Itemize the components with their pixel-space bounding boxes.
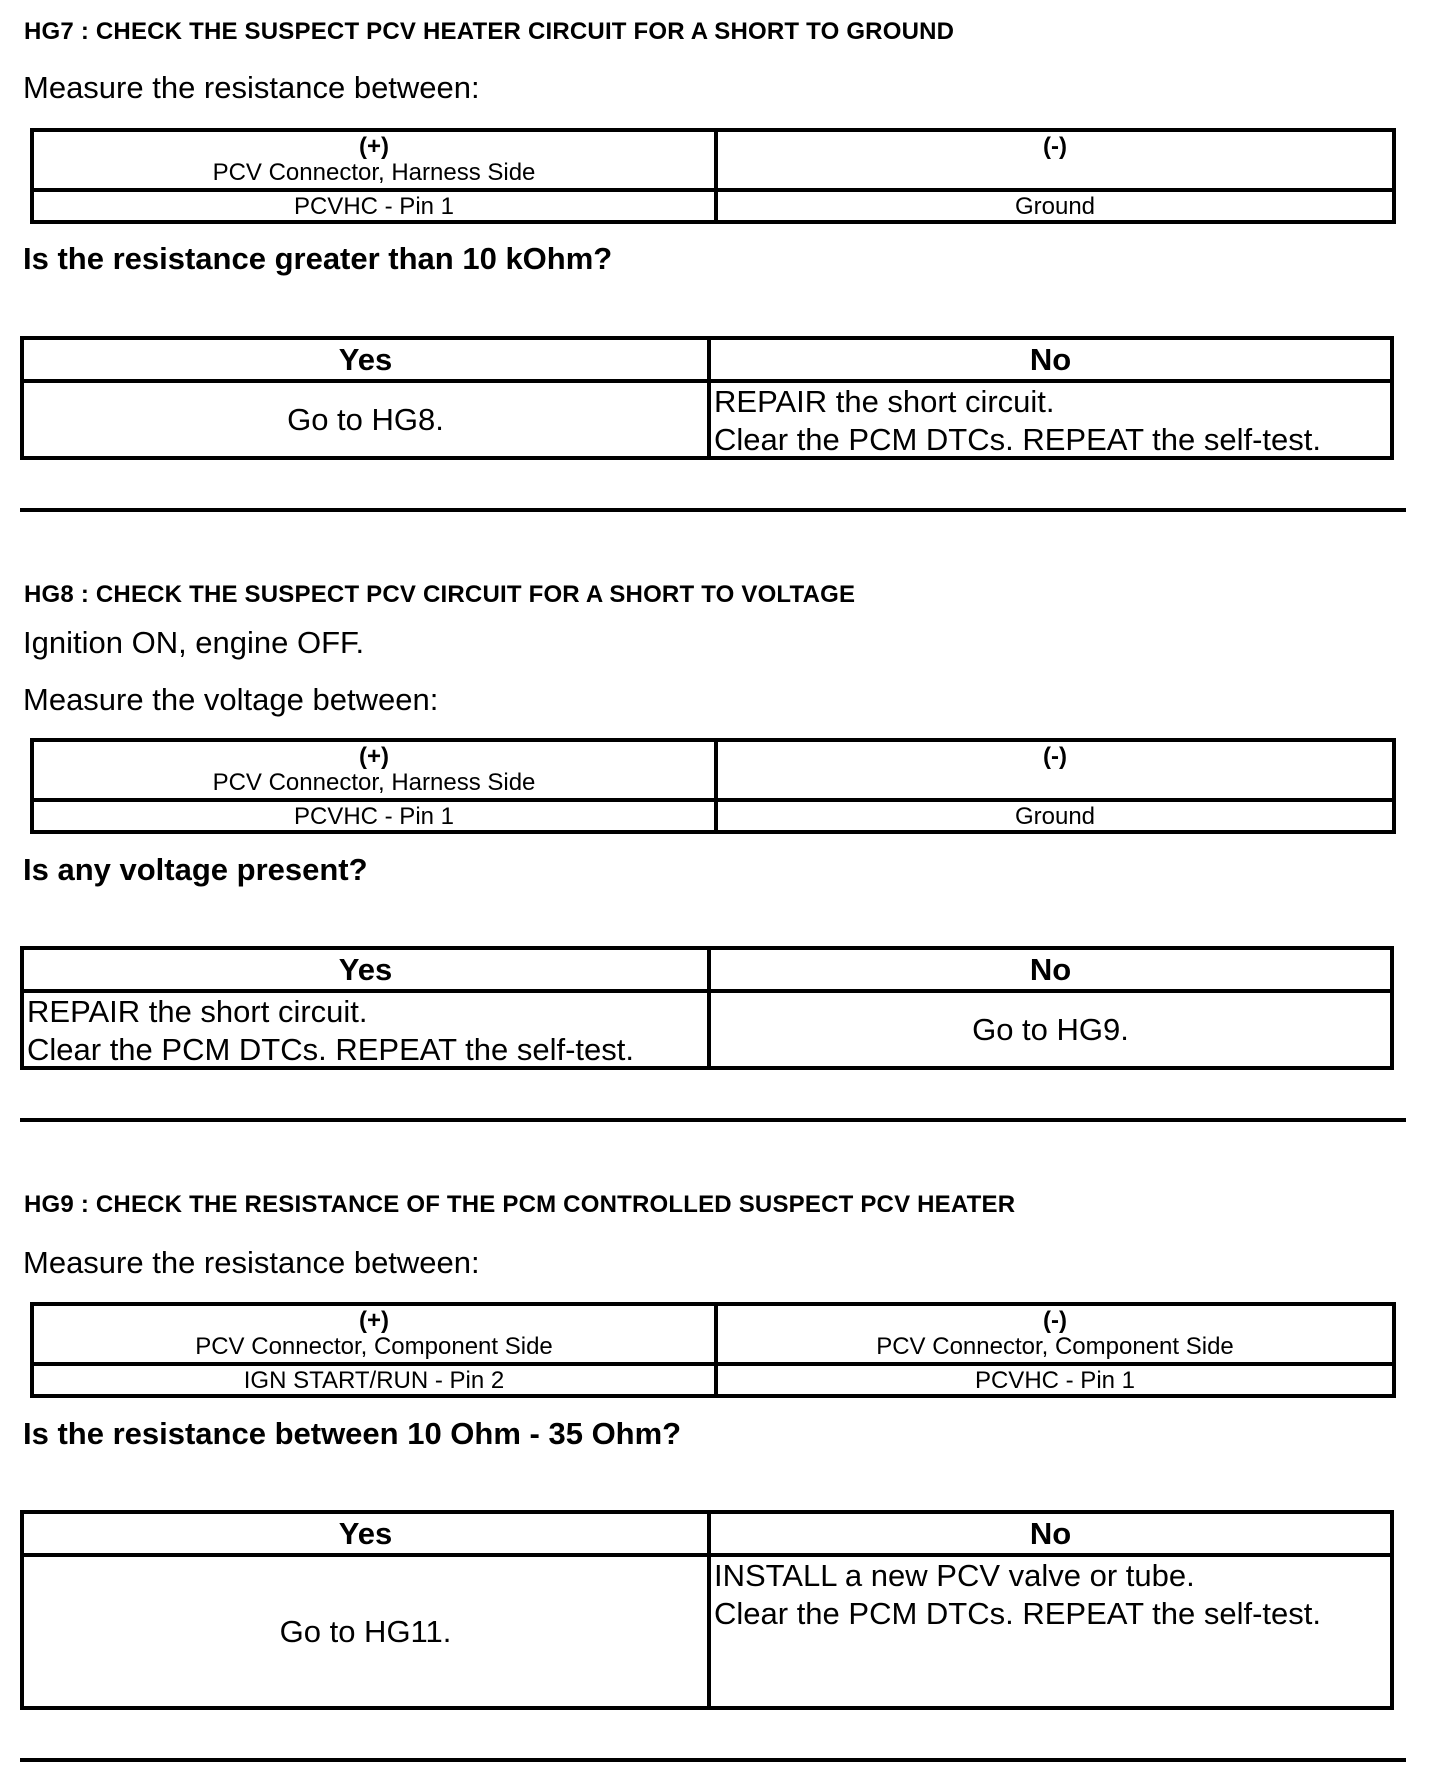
section-divider	[20, 508, 1406, 512]
negative-sign: (-)	[1043, 1307, 1067, 1334]
negative-header	[718, 744, 1392, 770]
section-divider	[20, 1118, 1406, 1122]
yes-action: REPAIR the short circuit. Clear the PCM DTCs. REPEAT the self-test.	[27, 994, 634, 1067]
measurement-table	[30, 128, 1396, 224]
negative-value: Ground	[1014, 193, 1096, 220]
positive-header	[34, 744, 714, 796]
decision-table	[20, 946, 1394, 1070]
negative-value: Ground	[1014, 803, 1096, 830]
step-title: HG8 : CHECK THE SUSPECT PCV CIRCUIT FOR A SHORT TO VOLTAGE	[24, 581, 856, 608]
positive-sign: (+)	[359, 743, 389, 770]
table-divider	[34, 798, 1392, 802]
yes-header: Yes	[338, 1516, 393, 1551]
measurement-table	[30, 1302, 1396, 1398]
step-instruction: Measure the resistance between:	[23, 70, 480, 105]
yes-action: Go to HG8.	[287, 401, 444, 437]
positive-value: PCVHC - Pin 1	[293, 803, 455, 830]
measurement-table	[30, 738, 1396, 834]
negative-label: PCV Connector, Component Side	[876, 1333, 1234, 1360]
no-header: No	[1029, 1516, 1072, 1551]
positive-value: PCVHC - Pin 1	[293, 193, 455, 220]
negative-value: PCVHC - Pin 1	[974, 1367, 1136, 1394]
no-action: Go to HG9.	[972, 1011, 1129, 1047]
negative-sign: (-)	[1043, 743, 1067, 770]
section-divider	[20, 1758, 1406, 1762]
positive-value: IGN START/RUN - Pin 2	[243, 1367, 505, 1394]
positive-sign: (+)	[359, 1307, 389, 1334]
yes-header: Yes	[338, 952, 393, 987]
step-title: HG7 : CHECK THE SUSPECT PCV HEATER CIRCUIT FOR A SHORT TO GROUND	[24, 18, 955, 45]
step-question: Is the resistance greater than 10 kOhm?	[23, 241, 613, 276]
positive-header	[34, 1308, 714, 1360]
yes-action: Go to HG11.	[279, 1613, 452, 1649]
no-header: No	[1029, 952, 1072, 987]
no-header: No	[1029, 342, 1072, 377]
negative-header	[718, 1308, 1392, 1360]
step-title: HG9 : CHECK THE RESISTANCE OF THE PCM CONTROLLED SUSPECT PCV HEATER	[24, 1191, 1016, 1218]
decision-table	[20, 1510, 1394, 1710]
negative-sign: (-)	[1043, 133, 1067, 160]
no-action: REPAIR the short circuit. Clear the PCM DTCs. REPEAT the self-test.	[714, 384, 1321, 457]
table-divider	[34, 1362, 1392, 1366]
positive-label: PCV Connector, Component Side	[195, 1333, 553, 1360]
no-action: INSTALL a new PCV valve or tube. Clear the PCM DTCs. REPEAT the self-test.	[714, 1558, 1321, 1631]
step-question: Is the resistance between 10 Ohm - 35 Ohm?	[23, 1416, 682, 1451]
step-question: Is any voltage present?	[23, 852, 368, 887]
decision-table	[20, 336, 1394, 460]
positive-label: PCV Connector, Harness Side	[212, 159, 536, 186]
yes-header: Yes	[338, 342, 393, 377]
negative-header	[718, 134, 1392, 160]
step-instruction: Ignition ON, engine OFF.	[23, 625, 365, 660]
table-divider	[34, 188, 1392, 192]
step-instruction: Measure the resistance between:	[23, 1245, 480, 1280]
positive-header	[34, 134, 714, 186]
step-instruction: Measure the voltage between:	[23, 682, 439, 717]
positive-label: PCV Connector, Harness Side	[212, 769, 536, 796]
positive-sign: (+)	[359, 133, 389, 160]
